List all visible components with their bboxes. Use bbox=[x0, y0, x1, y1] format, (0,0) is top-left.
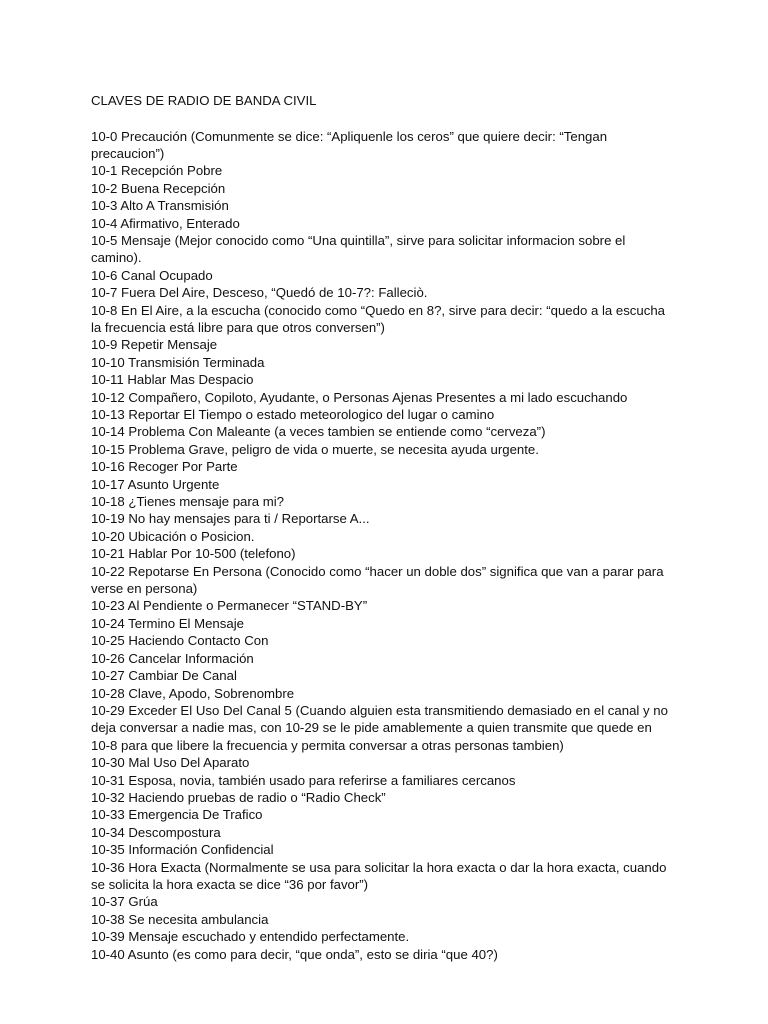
radio-code-entry: 10-26 Cancelar Información bbox=[91, 650, 254, 666]
radio-code-entry: 10-4 Afirmativo, Enterado bbox=[91, 215, 240, 231]
radio-code-entry: 10-13 Reportar El Tiempo o estado meteorologico del lugar o camino bbox=[91, 407, 495, 422]
radio-code-entry: 10-28 Clave, Apodo, Sobrenombre bbox=[91, 685, 295, 701]
radio-code-entry: 10-29 Exceder El Uso Del Canal 5 (Cuando alguien esta transmitiendo demasiado en el canal y no deja conversar a nadie mas, con 10-29 se le pide amablemente a quien transmite que quede en 10-8 para que libere la frecuencia y permita conversar a otras personas tambien) bbox=[91, 702, 668, 753]
radio-code-entry: 10-7 Fuera Del Aire, Desceso, “Quedó de 10-7?: Falleciò. bbox=[91, 285, 428, 301]
radio-code-entry: 10-34 Descompostura bbox=[91, 824, 221, 840]
radio-code-entry: 10-32 Haciendo pruebas de radio o “Radio Check” bbox=[91, 789, 386, 805]
radio-code-entry: 10-12 Compañero, Copiloto, Ayudante, o Personas Ajenas Presentes a mi lado escuchando bbox=[91, 389, 628, 405]
radio-code-entry: 10-15 Problema Grave, peligro de vida o muerte, se necesita ayuda urgente. bbox=[91, 441, 539, 457]
radio-code-entry: 10-23 Al Pendiente o Permanecer “STAND-BY” bbox=[91, 598, 368, 614]
radio-code-entry: 10-37 Grúa bbox=[91, 894, 158, 910]
radio-code-entry: 10-5 Mensaje (Mejor conocido como “Una quintilla”, sirve para solicitar informacion sobre el camino). bbox=[91, 232, 626, 266]
radio-code-entry: 10-0 Precaución (Comunmente se dice: “Apliquenle los ceros” que quiere decir: “Tengan precaucion”) bbox=[91, 128, 608, 161]
radio-code-entry: 10-2 Buena Recepción bbox=[91, 180, 226, 196]
radio-code-entry: 10-9 Repetir Mensaje bbox=[91, 337, 218, 353]
radio-code-list bbox=[91, 128, 671, 964]
radio-code-entry: 10-6 Canal Ocupado bbox=[91, 267, 213, 283]
radio-code-entry: 10-27 Cambiar De Canal bbox=[91, 668, 237, 684]
radio-code-entry: 10-21 Hablar Por 10-500 (telefono) bbox=[91, 546, 296, 562]
radio-code-entry: 10-1 Recepción Pobre bbox=[91, 163, 223, 179]
radio-code-entry: 10-33 Emergencia De Trafico bbox=[91, 807, 263, 823]
radio-code-entry: 10-22 Repotarse En Persona (Conocido como “hacer un doble dos” significa que van a parar para verse en persona) bbox=[91, 563, 664, 597]
radio-code-entry: 10-39 Mensaje escuchado y entendido perfectamente. bbox=[91, 929, 410, 945]
radio-code-entry: 10-11 Hablar Mas Despacio bbox=[91, 372, 254, 388]
radio-code-entry: 10-40 Asunto (es como para decir, “que onda”, esto se diria “que 40?) bbox=[91, 946, 498, 962]
radio-code-entry: 10-18 ¿Tienes mensaje para mi? bbox=[91, 494, 285, 510]
radio-code-entry: 10-25 Haciendo Contacto Con bbox=[91, 633, 269, 649]
radio-code-entry: 10-30 Mal Uso Del Aparato bbox=[91, 755, 250, 771]
radio-code-entry: 10-20 Ubicación o Posicion. bbox=[91, 528, 255, 544]
radio-code-entry: 10-31 Esposa, novia, también usado para referirse a familiares cercanos bbox=[91, 772, 516, 788]
radio-code-entry: 10-36 Hora Exacta (Normalmente se usa para solicitar la hora exacta o dar la hora exacta, cuando se solicita la hora exacta se dice “36 por favor”) bbox=[91, 859, 667, 892]
radio-code-entry: 10-19 No hay mensajes para ti / Reportarse A... bbox=[91, 511, 370, 527]
document-title: CLAVES DE RADIO DE BANDA CIVIL bbox=[91, 93, 317, 108]
radio-code-entry: 10-3 Alto A Transmisión bbox=[91, 198, 229, 214]
radio-code-entry: 10-38 Se necesita ambulancia bbox=[91, 911, 269, 927]
radio-code-entry: 10-10 Transmisión Terminada bbox=[91, 354, 265, 370]
radio-code-entry: 10-16 Recoger Por Parte bbox=[91, 459, 238, 475]
radio-code-entry: 10-24 Termino El Mensaje bbox=[91, 615, 244, 631]
radio-code-entry: 10-35 Información Confidencial bbox=[91, 842, 274, 858]
radio-code-entry: 10-17 Asunto Urgente bbox=[91, 476, 220, 492]
radio-code-entry: 10-14 Problema Con Maleante (a veces tambien se entiende como “cerveza”) bbox=[91, 424, 546, 440]
radio-code-entry: 10-8 En El Aire, a la escucha (conocido como “Quedo en 8?, sirve para decir: “quedo a la escucha la frecuencia está libre para que otros conversen”) bbox=[91, 302, 665, 335]
